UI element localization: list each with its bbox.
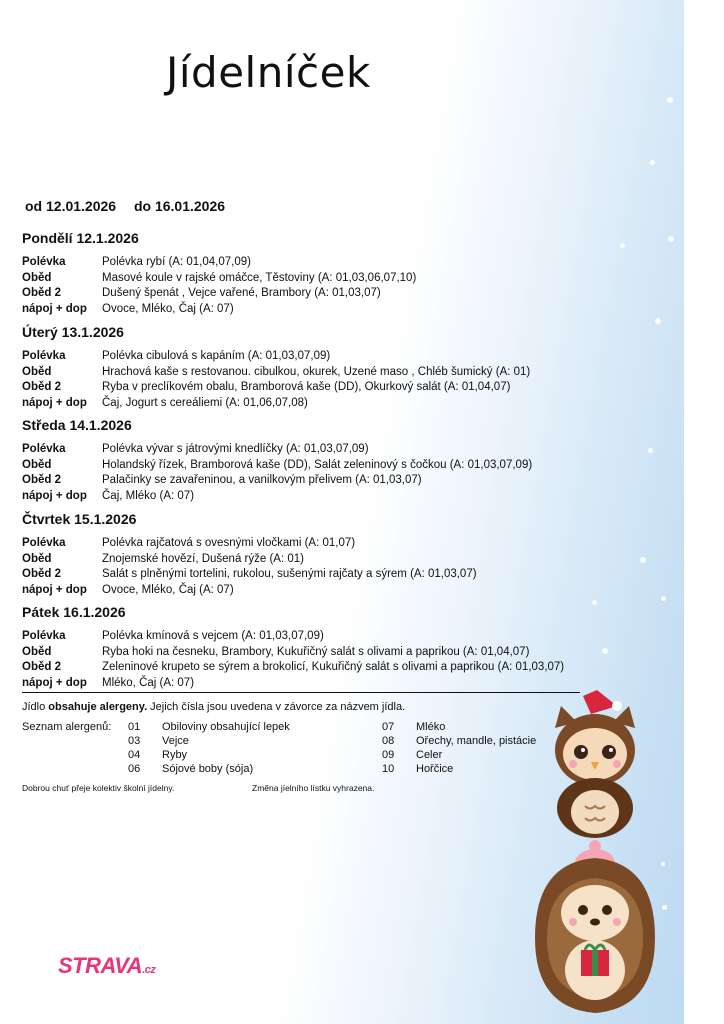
allergen-name: Mléko [416,721,446,733]
meal-label: Oběd 2 [22,568,61,581]
allergen-name: Vejce [162,735,189,747]
menu-row [22,568,477,580]
allergen-number: 08 [382,735,395,747]
day-title: Úterý 13.1.2026 [22,324,124,340]
meal-label: nápoj + dop [22,302,87,315]
day-title: Pondělí 12.1.2026 [22,230,139,246]
menu-row [22,459,532,471]
allergen-number: 01 [128,721,141,733]
meal-text: Polévka cibulová s kapáním (A: 01,03,07,09) [102,350,331,362]
allergen-item [128,735,189,747]
meal-label: nápoj + dop [22,396,87,409]
allergen-number: 07 [382,721,395,733]
footer-disclaimer: Změna jíelního lístku vyhrazena. [252,783,375,793]
snowflake [620,243,625,248]
snowflake [668,236,674,242]
allergen-number: 03 [128,735,141,747]
snowflake [661,596,666,601]
snowflake [650,160,655,165]
meal-label: Polévka [22,350,66,362]
meal-text: Čaj, Jogurt s cereáliemi (A: 01,06,07,08) [102,396,308,409]
hedgehog-illustration [535,840,655,1013]
allergen-name: Obiloviny obsahující lepek [162,721,290,733]
allergen-name: Ryby [162,749,188,761]
meal-text: Polévka rajčatová s ovesnými vločkami (A: 01,07) [102,537,356,549]
snowflake [655,318,661,324]
meal-text: Ovoce, Mléko, Čaj (A: 07) [102,583,234,596]
note-rest: Jejich čísla jsou uvedena v závorce za názvem jídla. [147,701,406,713]
meal-text: Salát s plněnými tortelini, rukolou, sušenými rajčaty a sýrem (A: 01,03,07) [102,568,477,581]
snowflake [592,600,597,605]
snowflake [640,557,646,563]
note-prefix: Jídlo [22,701,49,713]
meal-label: nápoj + dop [22,583,87,596]
meal-label: Oběd [22,645,52,658]
allergen-name: Hořčice [416,763,454,775]
owl-illustration [555,690,635,838]
allergen-item [382,763,453,775]
menu-row [22,584,234,596]
allergen-item [382,721,445,733]
meal-text: Ovoce, Mléko, Čaj (A: 07) [102,302,234,315]
snowflake [648,448,653,453]
menu-row [22,490,194,502]
meal-label: Polévka [22,256,66,268]
date-range [25,198,239,214]
meal-label: Polévka [22,537,66,549]
allergen-name: Celer [416,749,443,761]
menu-row [22,366,530,378]
menu-row [22,381,510,393]
meal-label: nápoj + dop [22,676,87,689]
menu-row [22,537,355,549]
meal-label: Polévka [22,630,66,642]
meal-text: Mléko, Čaj (A: 07) [102,676,195,689]
meal-text: Čaj, Mléko (A: 07) [102,489,195,502]
winter-animals-illustration [525,688,665,1018]
meal-text: Znojemské hovězí, Dušená rýže (A: 01) [102,552,304,565]
allergen-number: 10 [382,763,395,775]
menu-row [22,553,304,565]
date-to: do 16.01.2026 [133,198,226,214]
day-title: Čtvrtek 15.1.2026 [22,511,137,527]
allergen-item [128,763,253,775]
menu-row [22,287,381,299]
menu-row [22,646,529,658]
meal-label: Oběd 2 [22,381,61,394]
meal-label: Oběd 2 [22,661,61,674]
logo-main: STRAVA [58,953,143,978]
meal-label: Oběd [22,271,52,284]
menu-row [22,661,564,673]
day-title: Pátek 16.1.2026 [22,604,126,620]
meal-text: Palačinky se zavařeninou, a vanilkovým přelivem (A: 01,03,07) [102,474,422,487]
allergen-list-heading: Seznam alergenů: [22,721,112,733]
menu-row [22,256,251,268]
page-margin [684,0,724,1024]
allergen-item [382,749,442,761]
meal-text: Ryba v preclíkovém obalu, Bramborová kaše (DD), Okurkový salát (A: 01,04,07) [102,381,511,394]
meal-text: Polévka vývar s játrovými knedlíčky (A: 01,03,07,09) [102,443,369,455]
meal-text: Holandský řízek, Bramborová kaše (DD), Salát zeleninový s čočkou (A: 01,03,07,09) [102,458,533,471]
meal-label: nápoj + dop [22,489,87,502]
menu-row [22,677,194,689]
menu-row [22,272,416,284]
allergen-item [128,721,290,733]
allergen-number: 09 [382,749,395,761]
snowflake [667,97,673,103]
divider [22,692,580,693]
allergen-name: Ořechy, mandle, pistácie [416,735,537,747]
date-from: od 12.01.2026 [25,198,117,214]
meal-label: Oběd [22,365,52,378]
menu-row [22,443,369,455]
menu-row [22,474,422,486]
day-title: Středa 14.1.2026 [22,417,132,433]
allergen-number: 06 [128,763,141,775]
allergen-name: Sójové boby (sója) [162,763,254,775]
meal-label: Oběd 2 [22,474,61,487]
menu-row [22,397,308,409]
menu-row [22,350,330,362]
allergen-item [382,735,536,747]
allergen-number: 04 [128,749,141,761]
meal-label: Oběd [22,458,52,471]
meal-text: Hrachová kaše s restovanou. cibulkou, okurek, Uzené maso , Chléb šumický (A: 01) [102,365,531,378]
footer-greeting: Dobrou chuť přeje kolektiv školní jídelny. [22,783,175,793]
meal-label: Oběd [22,552,52,565]
meal-text: Dušený špenát , Vejce vařené, Brambory (A: 01,03,07) [102,287,381,300]
snowflake [602,648,608,654]
logo-suffix: .cz [142,964,156,976]
menu-row [22,303,234,315]
strava-logo [58,953,155,979]
meal-text: Zeleninové krupeto se sýrem a brokolicí, Kukuřičný salát s olivami a paprikou (A: 01,03,07) [102,661,565,674]
allergen-note [22,701,405,713]
meal-text: Masové koule v rajské omáčce, Těstoviny (A: 01,03,06,07,10) [102,271,417,284]
meal-label: Oběd 2 [22,287,61,300]
menu-row [22,630,324,642]
meal-text: Ryba hoki na česneku, Brambory, Kukuřičný salát s olivami a paprikou (A: 01,04,07) [102,645,530,658]
allergen-item [128,749,187,761]
meal-text: Polévka kmínová s vejcem (A: 01,03,07,09) [102,630,324,642]
meal-label: Polévka [22,443,66,455]
note-bold: obsahuje alergeny. [48,701,148,713]
meal-text: Polévka rybí (A: 01,04,07,09) [102,256,251,268]
page-title: Jídelníček [166,48,371,97]
